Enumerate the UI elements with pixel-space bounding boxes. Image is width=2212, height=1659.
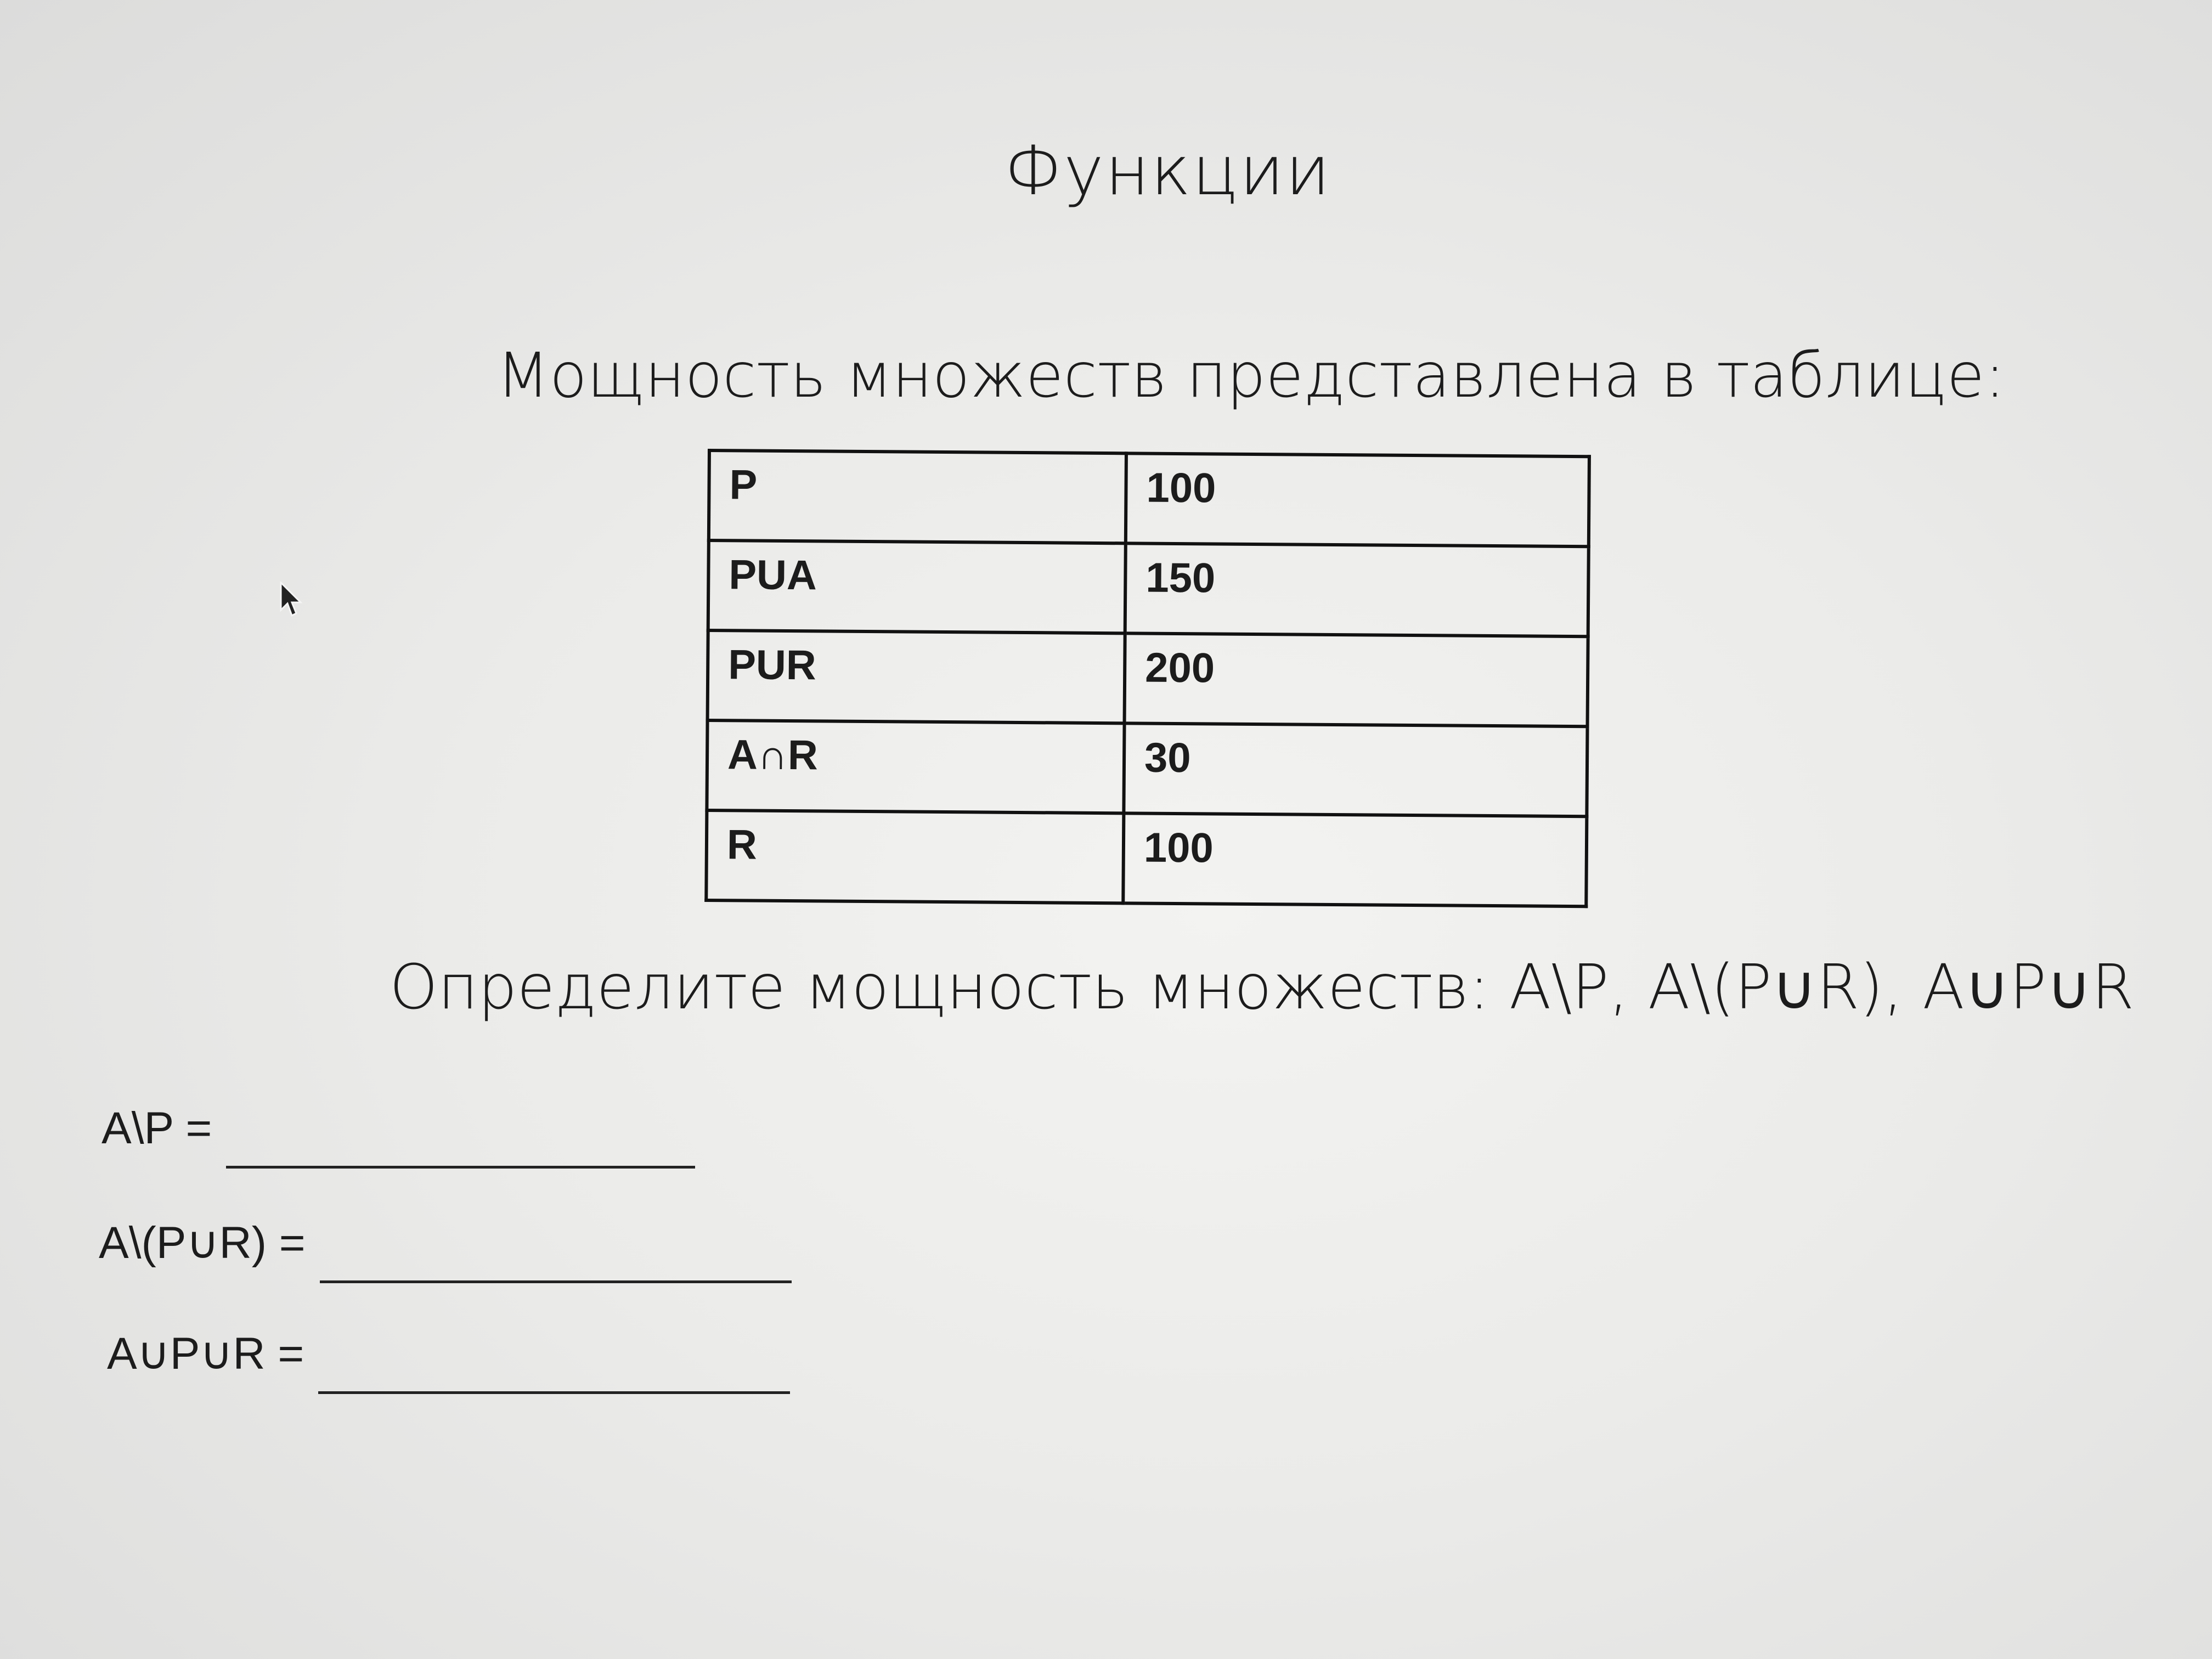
answer-row-a-minus-p-union-r (99, 1217, 792, 1269)
table-row (708, 540, 1589, 636)
answer-blank-line (318, 1391, 790, 1394)
set-name-cell: PUA (708, 540, 1126, 633)
table-row (706, 810, 1587, 906)
set-name-cell: PUR (708, 630, 1125, 723)
cardinality-cell: 100 (1123, 813, 1587, 906)
mouse-pointer-icon (280, 582, 304, 618)
answer-row-a-minus-p (101, 1103, 695, 1154)
intro-text: Мощность множеств представлена в таблице: (496, 340, 2006, 411)
slide-title: Функции (1004, 132, 1331, 211)
set-name-cell: R (706, 810, 1124, 903)
set-name-cell: P (709, 450, 1126, 543)
answer-blank-line (226, 1166, 695, 1169)
answer-blank-line (320, 1280, 792, 1283)
set-name-cell: A∩R (707, 720, 1124, 813)
table-row (708, 630, 1588, 726)
question-text: Определите мощность множеств: A\P, A\(P∪R), A∪P∪R (390, 952, 2135, 1023)
table-row (709, 450, 1589, 546)
cardinality-cell: 100 (1126, 453, 1589, 546)
cardinality-cell: 30 (1124, 723, 1587, 816)
cardinality-cell: 200 (1125, 633, 1588, 726)
answer-label: A\(P∪R) = (99, 1218, 306, 1268)
table-row (707, 720, 1587, 816)
answer-row-a-union-p-union-r (107, 1328, 790, 1380)
cardinality-table (704, 449, 1591, 908)
cardinality-cell: 150 (1125, 543, 1589, 636)
answer-label: A\P = (101, 1103, 212, 1153)
answer-label: A∪P∪R = (107, 1329, 304, 1379)
